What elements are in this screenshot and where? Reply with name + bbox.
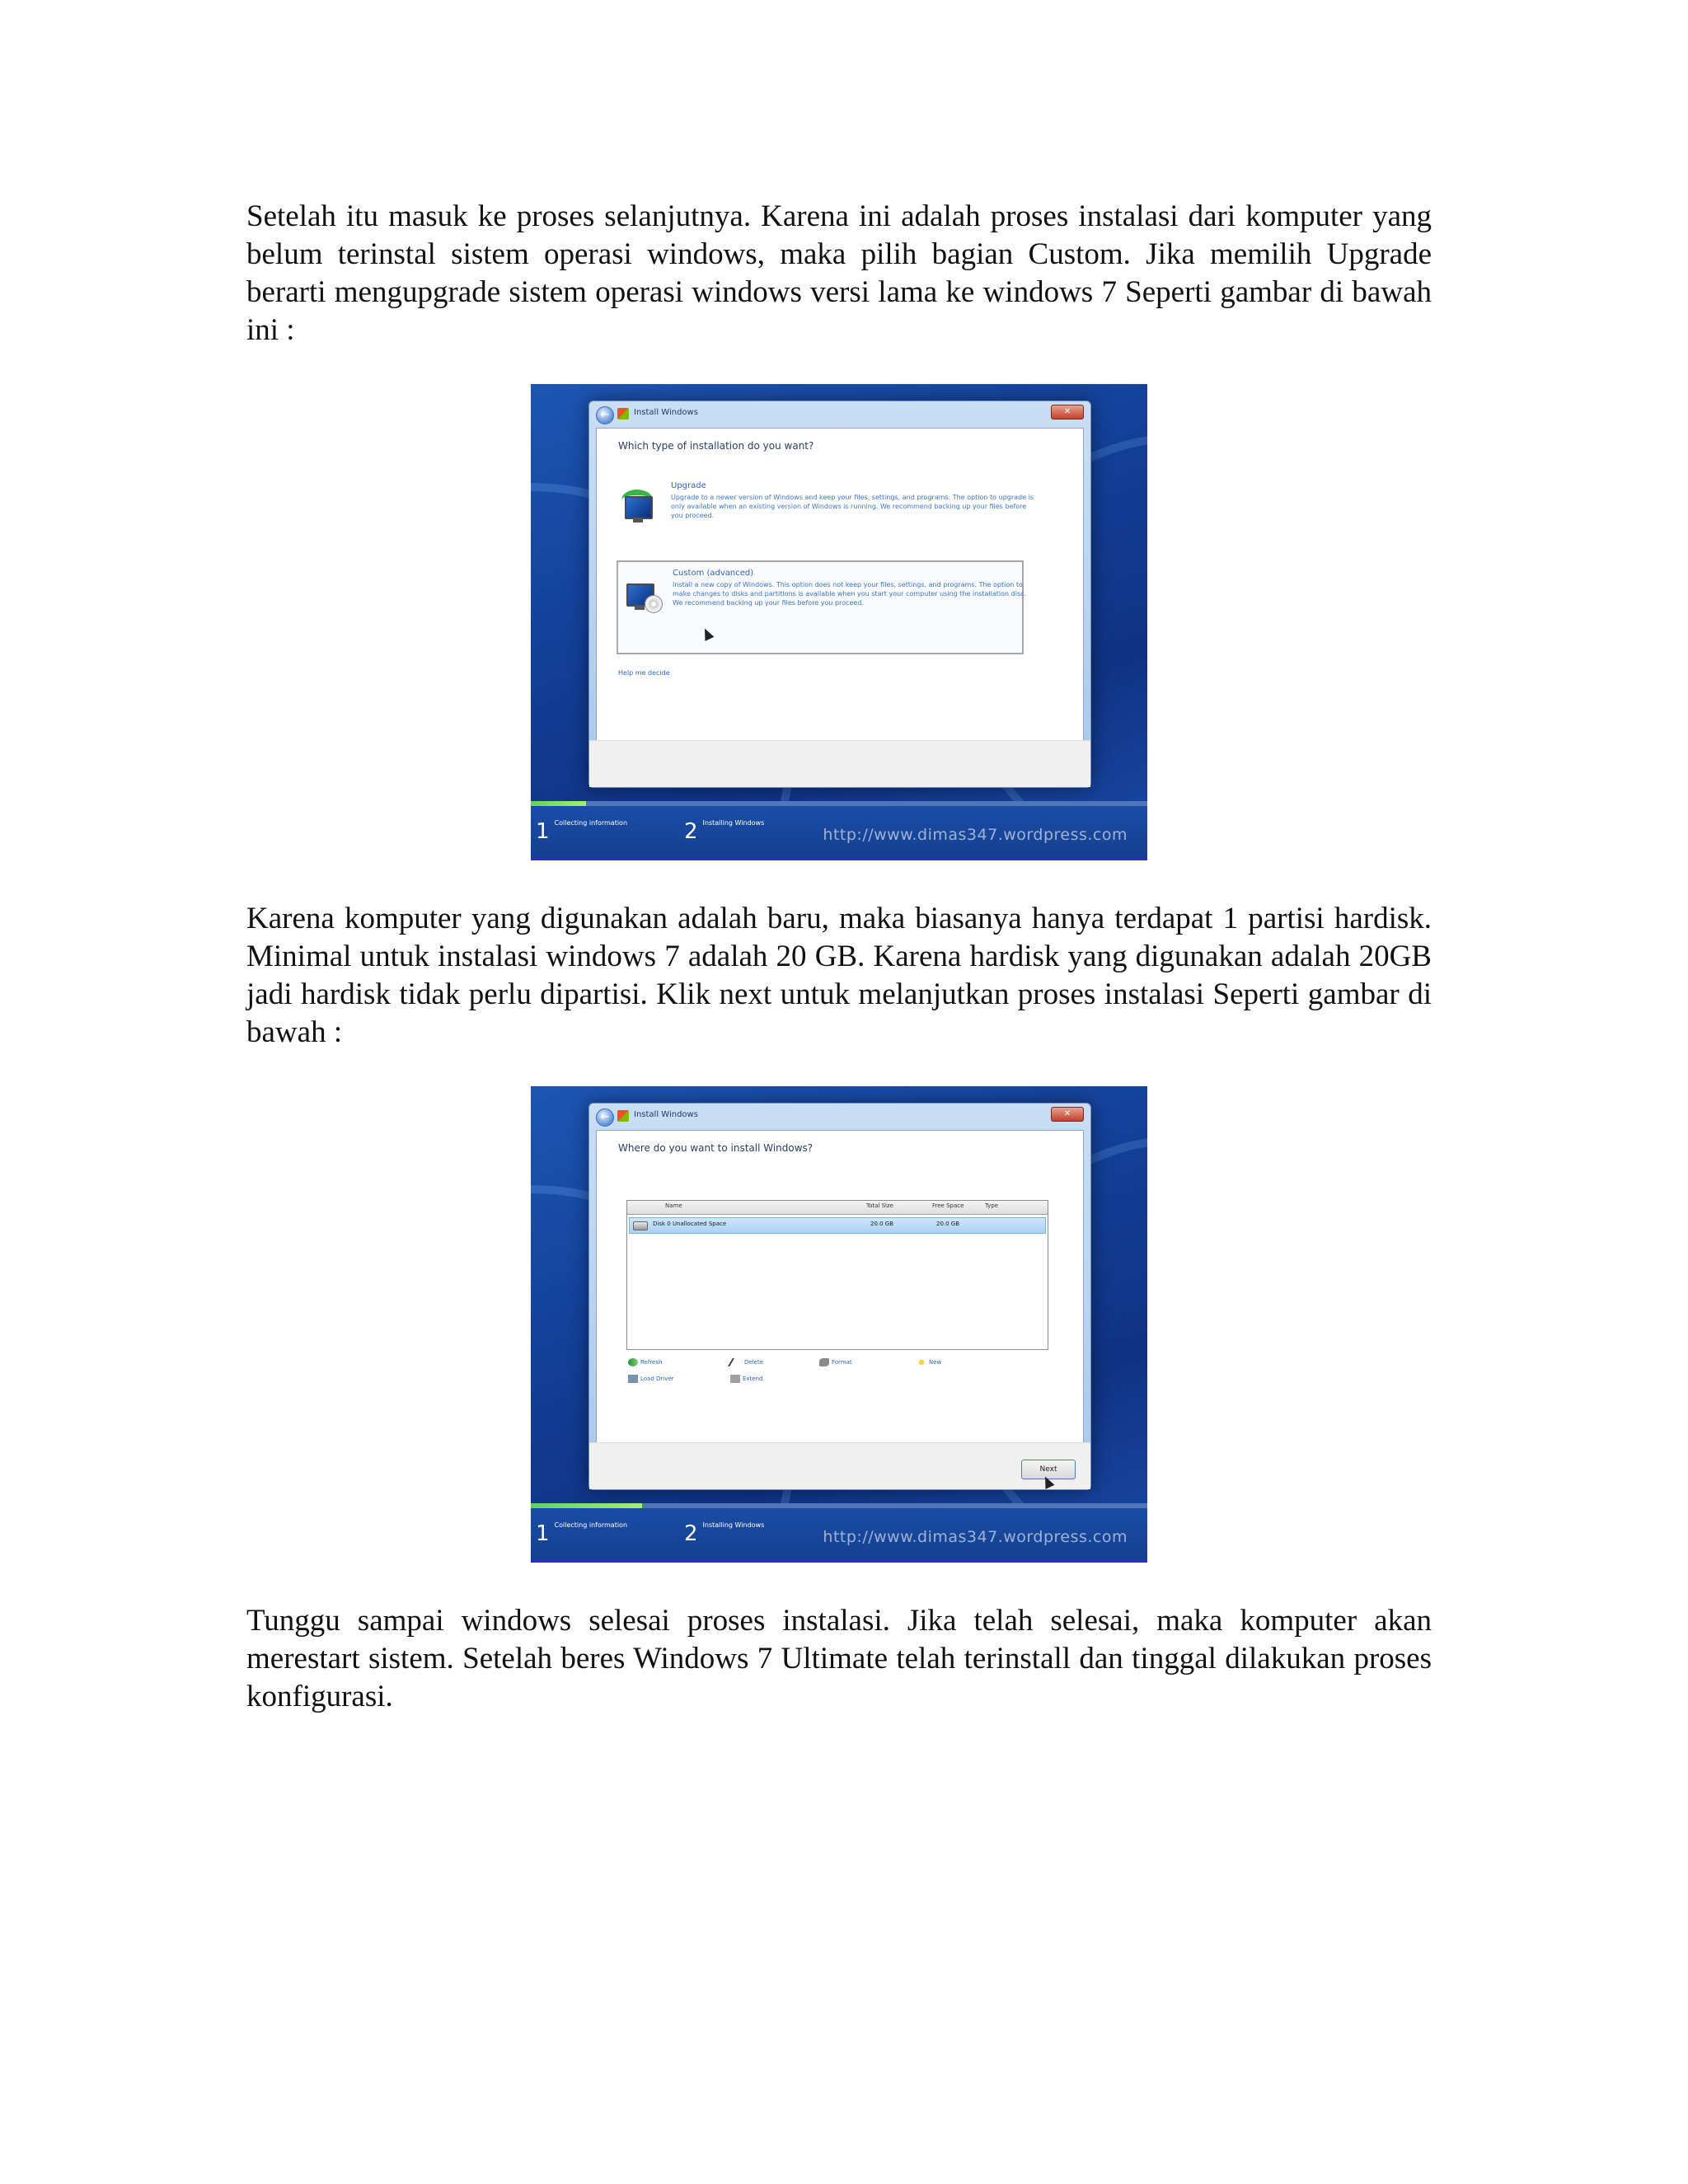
extend-label: Extend: [743, 1376, 763, 1382]
back-arrow-icon[interactable]: ←: [596, 406, 614, 424]
setup-progress-strip: [531, 801, 1147, 860]
disk-name: Disk 0 Unallocated Space: [653, 1221, 727, 1227]
dialog-footer: [589, 1442, 1090, 1489]
windows-logo-icon: [617, 408, 629, 419]
progress-fill: [531, 1503, 642, 1508]
paragraph-custom-install: Setelah itu masuk ke proses selanjutnya. Karena ini adalah proses instalasi dari komputer yang belum terinstal sistem operasi windows, maka pilih bagian Custom. Jika memilih Upgrade berarti mengupgrade sistem operasi windows versi lama ke windows 7 Seperti gambar di bawah ini :: [246, 199, 1432, 347]
custom-option[interactable]: [617, 560, 1027, 654]
format-icon: [819, 1358, 829, 1366]
new-label: New: [929, 1359, 942, 1366]
table-row[interactable]: [629, 1217, 1046, 1234]
disk-total-size: 20.0 GB: [870, 1221, 894, 1227]
upgrade-title: Upgrade: [671, 481, 706, 490]
step-label: Installing Windows: [702, 819, 765, 827]
dialog-content: [596, 428, 1084, 780]
watermark: http://www.dimas347.wordpress.com: [823, 1528, 1128, 1546]
custom-install-icon: [623, 577, 659, 615]
setup-progress-strip: [531, 1503, 1147, 1563]
disk-free-space: 20.0 GB: [936, 1221, 960, 1227]
screenshot-disk-selection[interactable]: [531, 1086, 1147, 1563]
paragraph-finish: Tunggu sampai windows selesai proses instalasi. Jika telah selesai, maka komputer akan merestart sistem. Setelah beres Windows 7 Ultimate telah terinstall dan tinggal dilakukan proses konfigurasi.: [246, 1604, 1432, 1713]
new-star-icon: [917, 1358, 926, 1366]
image-link-underline: [531, 858, 1147, 860]
back-arrow-icon[interactable]: ←: [596, 1108, 614, 1127]
mouse-cursor-icon: [701, 626, 715, 641]
column-type: Type: [985, 1202, 999, 1209]
next-button[interactable]: Next: [1021, 1460, 1076, 1479]
window-title: Install Windows: [634, 408, 698, 417]
refresh-label: Refresh: [640, 1359, 663, 1366]
close-icon[interactable]: ✕: [1051, 1107, 1084, 1122]
delete-icon: [728, 1358, 744, 1366]
extend-icon: [730, 1375, 740, 1383]
image-link-underline: [531, 1560, 1147, 1563]
step-installing: [684, 819, 764, 844]
column-name: Name: [665, 1202, 682, 1209]
load-driver-label: Load Driver: [640, 1376, 674, 1382]
delete-label: Delete: [744, 1359, 763, 1366]
step-label: Collecting information: [554, 819, 628, 827]
progress-track: [531, 1503, 1147, 1508]
step-installing: [684, 1521, 764, 1546]
dialog-heading: Where do you want to install Windows?: [618, 1142, 814, 1154]
dialog-content: [596, 1130, 1084, 1483]
screenshot-installation-type[interactable]: [531, 384, 1147, 860]
step-number: 2: [684, 1521, 698, 1546]
title-bar: [589, 1104, 1090, 1130]
disk-list: [626, 1200, 1048, 1350]
column-free-space: Free Space: [932, 1202, 964, 1209]
step-collecting: [536, 1521, 627, 1546]
install-dialog: [588, 401, 1091, 788]
refresh-button[interactable]: [628, 1358, 662, 1366]
upgrade-option[interactable]: [617, 475, 1078, 549]
step-number: 2: [684, 819, 698, 844]
paragraph-partition: Karena komputer yang digunakan adalah baru, maka biasanya hanya terdapat 1 partisi hardisk. Minimal untuk instalasi windows 7 adalah 20 GB. Karena hardisk yang digunakan adalah 20GB jadi hardisk tidak perlu dipartisi. Klik next untuk melanjutkan proses instalasi Seperti gambar di bawah :: [246, 902, 1432, 1049]
custom-title: Custom (advanced): [673, 569, 754, 578]
format-label: Format: [832, 1359, 852, 1366]
step-label: Collecting information: [554, 1521, 628, 1529]
windows-logo-icon: [617, 1110, 629, 1122]
close-icon[interactable]: ✕: [1051, 405, 1084, 419]
dialog-footer: [589, 740, 1090, 787]
load-driver-icon: [628, 1375, 638, 1383]
upgrade-description: Upgrade to a newer version of Windows and keep your files, settings, and programs. The option to upgrade is only available when an existing version of Windows is running. We recommend backing up your files before you proceed.: [671, 494, 1034, 519]
progress-fill: [531, 801, 586, 806]
step-number: 1: [536, 819, 550, 844]
step-number: 1: [536, 1521, 550, 1546]
upgrade-icon: [621, 490, 658, 527]
refresh-icon: [628, 1358, 638, 1366]
new-button[interactable]: [917, 1358, 941, 1366]
column-total-size: Total Size: [866, 1202, 893, 1209]
delete-button[interactable]: [730, 1358, 763, 1366]
watermark: http://www.dimas347.wordpress.com: [823, 826, 1128, 844]
custom-description: Install a new copy of Windows. This option does not keep your files, settings, and programs. The option to make changes to disks and partitions is available when you start your computer using the installation disc. We recommend backing up your files before you proceed.: [673, 581, 1027, 607]
progress-track: [531, 801, 1147, 806]
step-collecting: [536, 819, 627, 844]
hard-disk-icon: [633, 1221, 648, 1230]
title-bar: [589, 401, 1090, 428]
extend-button[interactable]: [730, 1375, 763, 1383]
install-dialog: [588, 1103, 1091, 1490]
load-driver-button[interactable]: [628, 1375, 674, 1383]
format-button[interactable]: [819, 1358, 852, 1366]
dialog-heading: Which type of installation do you want?: [618, 440, 814, 452]
window-title: Install Windows: [634, 1110, 698, 1119]
help-me-decide-link[interactable]: Help me decide: [618, 669, 670, 677]
step-label: Installing Windows: [702, 1521, 765, 1529]
disk-list-header: [627, 1201, 1048, 1215]
